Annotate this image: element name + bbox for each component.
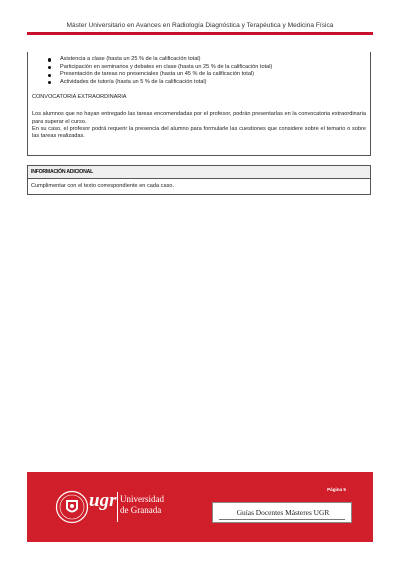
list-item-text: Actividades de tutoría (hasta un 5 % de la calificación total) xyxy=(60,78,207,85)
bullet-icon xyxy=(48,81,51,84)
ugr-logo-text: ugr xyxy=(89,490,117,511)
list-item xyxy=(48,79,366,87)
university-name-line1: Universidad xyxy=(120,494,164,504)
evaluation-section xyxy=(27,52,371,156)
additional-info-section xyxy=(27,165,371,195)
university-name-line2: de Granada xyxy=(120,505,162,515)
list-item-text: Presentación de tareas no presenciales (hasta un 45 % de la calificación total) xyxy=(60,71,255,78)
list-item xyxy=(48,71,366,79)
university-name xyxy=(120,494,164,516)
section-heading: CONVOCATORIA EXTRAORDINARIA xyxy=(32,94,127,101)
list-item-text: Asistencia a clase (hasta un 25 % de la calificación total) xyxy=(60,56,201,62)
bullet-icon xyxy=(48,66,51,69)
page-number: Página 5 xyxy=(327,487,346,492)
guide-label-box xyxy=(212,502,352,523)
guide-rule xyxy=(219,519,345,520)
list-item xyxy=(48,56,366,64)
footer-band xyxy=(27,472,373,542)
running-header: Máster Universitario en Avances en Radiología Diagnóstica y Terapéutica y Medicina Física xyxy=(66,22,334,29)
section-heading: INFORMACIÓN ADICIONAL xyxy=(28,166,370,179)
paragraph: Los alumnos que no hayan entregado las tareas encomendadas por el profesor, podrán presentarlas en la convocatoria extraordinaria para superar el curso. xyxy=(32,111,366,125)
header-rule xyxy=(27,32,373,35)
paragraph: En su caso, el profesor podrá requerir la presencia del alumno para formularle las cuestiones que considere sobre el temario o sobre las tareas realizadas. xyxy=(32,125,366,140)
list-item xyxy=(48,64,366,72)
university-seal-icon xyxy=(55,490,89,524)
info-text: Cumplimentar con el texto correspondiente en cada caso. xyxy=(31,183,175,189)
logo-divider xyxy=(117,492,118,522)
list-item-text: Participación en seminarios y debates en clase (hasta un 25 % de la calificación total) xyxy=(60,63,273,70)
bullet-icon xyxy=(48,58,51,61)
bullet-icon xyxy=(48,74,51,77)
evaluation-criteria-list xyxy=(48,56,366,86)
guide-label: Guías Docentes Másteres UGR xyxy=(236,508,330,517)
